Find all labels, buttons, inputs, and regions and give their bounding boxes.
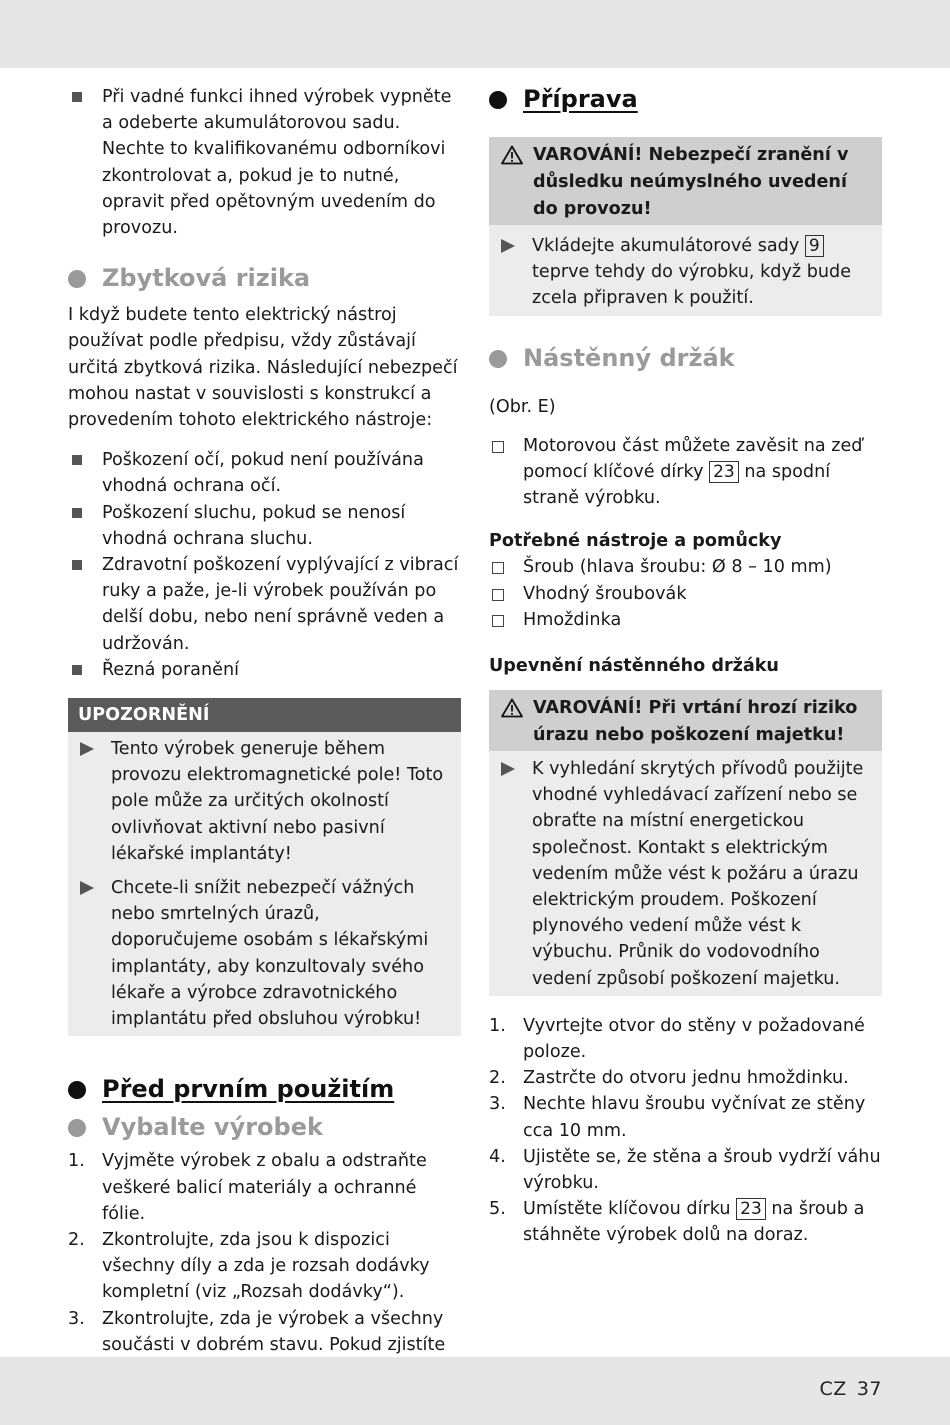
list-item: 3. Zkontrolujte, zda je výrobek a všechny součásti v dobrém stavu. Pokud zjistíte <box>68 1308 446 1355</box>
list-item: Zdravotní poškození vyplývající z vibrací ruky a paže, je-li výrobek používán po delší dobu, nebo není správně veden a udržován. <box>68 552 461 657</box>
list-item: Chcete-li snížit nebezpečí vážných nebo smrtelných úrazů, doporučujeme osobám s lékařskými implantáty, aby konzultovaly svého lékaře a výrobce zdravotnického implantátu před obsluhou výrobku! <box>68 875 451 1032</box>
preparation-list <box>489 225 882 316</box>
list-item: 4. Ujistěte se, že stěna a šroub vydrží váhu výrobku. <box>489 1146 881 1194</box>
list-item: Motorovou část můžete zavěsit na zeď pomocí klíčové dírky 23 na spodní straně výrobku. <box>489 433 882 512</box>
mount-warning-list <box>489 751 882 996</box>
warning-icon <box>501 698 523 718</box>
list-item: Tento výrobek generuje během provozu elektromagnetické pole! Toto pole může za určitých okolností ovlivňovat aktivní nebo pasivní lékařské implantáty! <box>68 736 451 867</box>
notice-heading: UPOZORNĚNÍ <box>68 698 461 732</box>
list-item: 3. Nechte hlavu šroubu vyčnívat ze stěny cca 10 mm. <box>489 1094 866 1141</box>
left-column <box>68 84 461 1425</box>
list-item: 2. Zastrčte do otvoru jednu hmoždinku. <box>489 1068 849 1089</box>
first-use-heading: Před prvním použitím <box>68 1074 461 1104</box>
notice-list <box>68 732 461 1036</box>
list-item: Vhodný šroubovák <box>489 581 882 607</box>
preparation-warning-box <box>489 137 882 316</box>
preparation-warning-heading: VAROVÁNÍ! Nebezpečí zranění v důsledku neúmyslného uvedení do provozu! <box>489 137 882 225</box>
mount-warning-heading: VAROVÁNÍ! Při vrtání hrozí riziko úrazu nebo poškození majetku! <box>489 690 882 751</box>
list-item: Poškození sluchu, pokud se nenosí vhodná ochrana sluchu. <box>68 500 461 552</box>
list-item: 5. Umístěte klíčovou dírku 23 na šroub a stáhněte výrobek dolů na doraz. <box>489 1199 865 1246</box>
part-reference: 23 <box>709 461 739 483</box>
warning-icon <box>501 145 523 165</box>
page-num: 37 <box>856 1378 882 1400</box>
list-item: K vyhledání skrytých přívodů použijte vhodné vyhledávací zařízení nebo se obraťte na místní energetickou společnost. Kontakt s elektrickým vedením může vést k požáru a úrazu elektrickým proudem. Poškození plynového vedení může vést k výbuchu. Průnik do vodovodního vedení způsobí poškození majetku. <box>489 756 872 992</box>
preparation-heading: Příprava <box>489 84 882 114</box>
right-column <box>489 84 882 1249</box>
unpack-heading: Vybalte výrobek <box>68 1112 461 1142</box>
tools-heading: Potřebné nástroje a pomůcky <box>489 531 782 552</box>
mount-steps <box>489 1013 882 1249</box>
residual-risks-text: I když budete tento elektrický nástroj používat podle předpisu, vždy zůstávají určitá zbytková rizika. Následující nebezpečí mohou nastat v souvislosti s konstrukcí a provedením tohoto elektrického nástroje: <box>68 305 458 431</box>
tools-list <box>489 554 882 633</box>
list-item: Vkládejte akumulátorové sady 9 teprve tehdy do výrobku, když bude zcela připraven k použití. <box>489 233 872 312</box>
part-reference: 9 <box>805 235 824 257</box>
list-item: Hmoždinka <box>489 607 882 633</box>
wall-mount-heading: Nástěnný držák <box>489 343 882 373</box>
list-item: Při vadné funkci ihned výrobek vypněte a odeberte akumulátorovou sadu. Nechte to kvalifikovanému odborníkovi zkontrolovat a, pokud je to nutné, opravit před opětovným uvedením do provozu. <box>68 84 461 241</box>
header-band <box>0 0 950 68</box>
footer-band <box>0 1357 950 1425</box>
list-item: 1. Vyjměte výrobek z obalu a odstraňte veškeré balicí materiály a ochranné fólie. <box>68 1151 427 1224</box>
list-item: 1. Vyvrtejte otvor do stěny v požadované poloze. <box>489 1015 865 1063</box>
residual-risks-heading: Zbytková rizika <box>68 263 461 293</box>
residual-risks-list <box>68 447 461 683</box>
language-code: CZ <box>819 1378 847 1400</box>
list-item: Řezná poranění <box>68 657 461 683</box>
mount-heading: Upevnění nástěnného držáku <box>489 656 779 677</box>
notice-box <box>68 698 461 1036</box>
figure-reference: (Obr. E) <box>489 396 556 417</box>
intro-bullet-list <box>68 84 461 241</box>
list-item: 2. Zkontrolujte, zda jsou k dispozici všechny díly a zda je rozsah dodávky kompletní (viz „Rozsah dodávky“). <box>68 1229 430 1303</box>
part-reference: 23 <box>736 1198 766 1220</box>
mount-warning-box <box>489 690 882 996</box>
list-item: Šroub (hlava šroubu: Ø 8 – 10 mm) <box>489 554 882 580</box>
wall-mount-checklist <box>489 433 882 512</box>
list-item: Poškození očí, pokud není používána vhodná ochrana očí. <box>68 447 461 499</box>
page-number <box>810 1378 882 1400</box>
